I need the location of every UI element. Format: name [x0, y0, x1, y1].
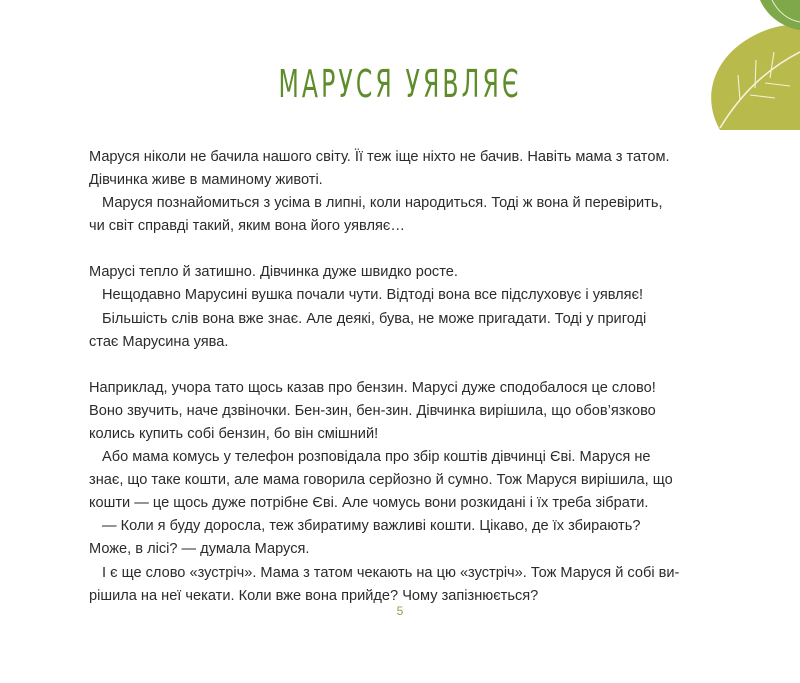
paragraph — [89, 377, 709, 446]
paragraph — [89, 308, 709, 354]
text-line: Може, в лісі? — думала Маруся. — [89, 541, 310, 558]
text-line: кошти — це щось дуже потрібне Єві. Але чомусь вони розкидані і їх треба зібрати. — [89, 495, 649, 512]
text-line: Воно звучить, наче дзвіночки. Бен-зин, бен-зин. Дівчинка вирішила, що обов’язково — [89, 402, 656, 419]
page-title: МАРУСЯ УЯВЛЯЄ — [278, 62, 522, 106]
text-line: колись купить собі бензин, бо він смішний! — [89, 425, 379, 442]
paragraph — [89, 562, 709, 608]
paragraph — [89, 192, 709, 238]
text-line: Нещодавно Марусині вушка почали чути. Відтоді вона все підслуховує і уявляє! — [102, 287, 644, 304]
paragraph — [89, 515, 709, 561]
page-number: 5 — [396, 604, 404, 618]
text-line: стає Марусина уява. — [89, 333, 229, 350]
text-line: Або мама комусь у телефон розповідала про збір коштів дівчинці Єві. Маруся не — [102, 449, 651, 466]
text-line: Маруся ніколи не бачила нашого світу. Її теж іще ніхто не бачив. Навіть мама з татом. — [89, 149, 670, 165]
text-line: Дівчинка живе в маминому животі. — [89, 172, 323, 189]
paragraph — [89, 446, 709, 515]
text-line: Наприклад, учора тато щось казав про бензин. Марусі дуже сподобалося це слово! — [89, 379, 656, 396]
story-text — [89, 146, 709, 608]
paragraph — [89, 284, 709, 307]
text-line: рішила на неї чекати. Коли вже вона прийде? Чому запізнюється? — [89, 587, 539, 604]
text-line: чи світ справді такий, яким вона його уявляє… — [89, 218, 405, 235]
text-line: І є ще слово «зустріч». Мама з татом чекають на цю «зустріч». Тож Маруся й собі ви- — [102, 564, 680, 581]
paragraph — [89, 261, 709, 284]
paragraph — [89, 146, 709, 192]
text-line: — Коли я буду доросла, теж збиратиму важливі кошти. Цікаво, де їх збирають? — [102, 518, 641, 535]
text-line: Марусі тепло й затишно. Дівчинка дуже швидко росте. — [89, 264, 458, 281]
leaf-decoration-icon — [660, 0, 800, 130]
text-line: Маруся познайомиться з усіма в липні, коли народиться. Тоді ж вона й перевірить, — [102, 195, 663, 212]
text-line: Більшість слів вона вже знає. Але деякі, бува, не може пригадати. Тоді у пригоді — [102, 310, 647, 327]
text-line: знає, що таке кошти, але мама говорила серйозно й сумно. Тож Маруся вирішила, що — [89, 472, 673, 489]
